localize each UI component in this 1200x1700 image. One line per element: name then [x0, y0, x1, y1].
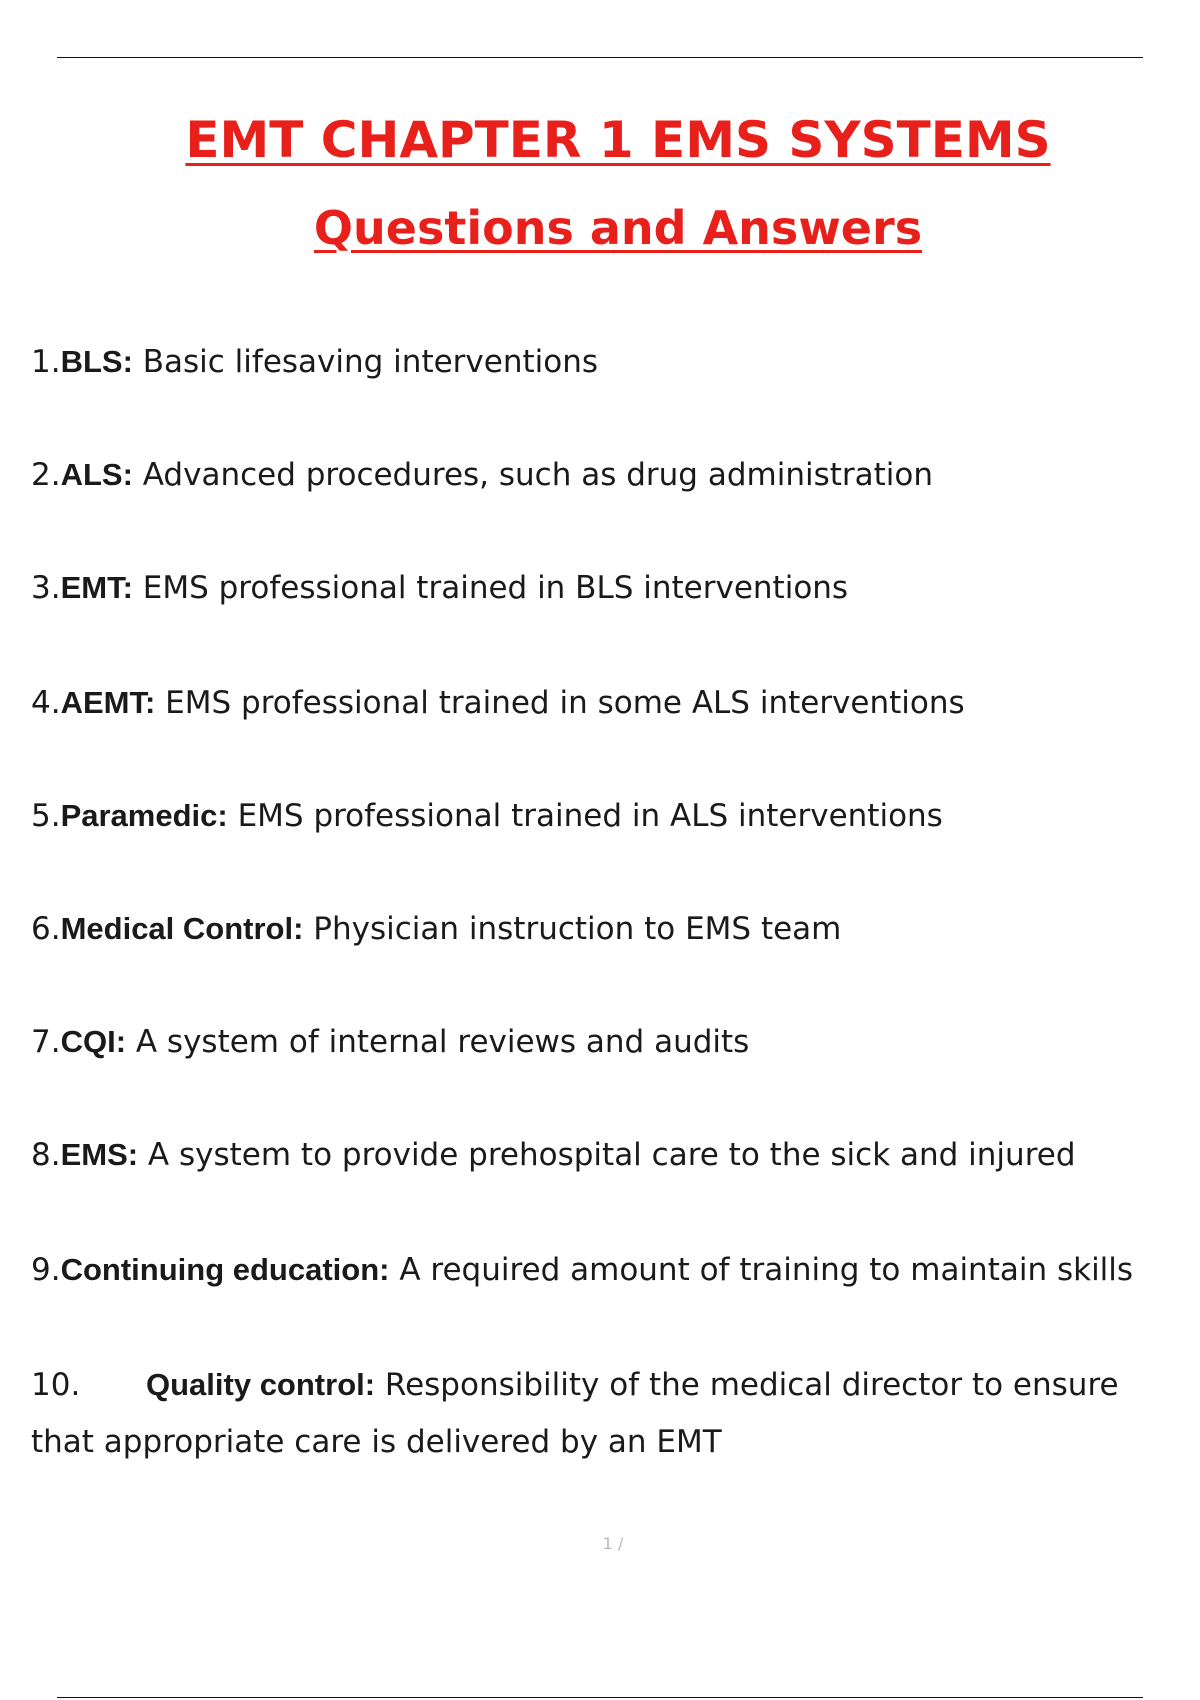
item-number: 5.	[31, 798, 61, 834]
qa-item-10	[31, 1356, 1171, 1471]
qa-item-5	[31, 796, 943, 836]
page-number: 1 /	[602, 1534, 624, 1553]
item-definition: Advanced procedures, such as drug administration	[132, 457, 934, 493]
item-number: 6.	[31, 911, 61, 947]
item-number: 8.	[31, 1137, 61, 1173]
top-rule	[57, 57, 1143, 58]
item-term: Paramedic:	[60, 798, 228, 833]
item-term: Continuing education:	[60, 1252, 390, 1287]
item-definition: A required amount of training to maintain skills	[389, 1252, 1134, 1288]
qa-item-1	[31, 342, 598, 382]
item-number: 7.	[31, 1024, 61, 1060]
qa-item-4	[31, 683, 965, 723]
item-term: EMT:	[60, 570, 133, 605]
item-term: ALS:	[60, 457, 133, 492]
item-definition: Physician instruction to EMS team	[303, 911, 842, 947]
item-term: EMS:	[60, 1137, 139, 1172]
item-term: CQI:	[60, 1024, 127, 1059]
item-definition: EMS professional trained in ALS interventions	[227, 798, 943, 834]
qa-item-8	[31, 1135, 1076, 1175]
document-subtitle: Questions and Answers	[313, 201, 923, 255]
item-number: 1.	[31, 344, 61, 380]
item-number: 9.	[31, 1252, 61, 1288]
item-number: 2.	[31, 457, 61, 493]
item-definition: A system of internal reviews and audits	[126, 1024, 750, 1060]
qa-item-9	[31, 1250, 1133, 1290]
item-term: BLS:	[60, 344, 133, 379]
qa-item-7	[31, 1022, 749, 1062]
item-definition: Basic lifesaving interventions	[132, 344, 599, 380]
item-definition: EMS professional trained in some ALS interventions	[155, 685, 965, 721]
bottom-rule	[57, 1697, 1143, 1698]
item-term: AEMT:	[60, 685, 156, 720]
item-number: 3.	[31, 570, 61, 606]
qa-item-2	[31, 455, 933, 495]
qa-item-3	[31, 568, 848, 608]
item-number: 4.	[31, 685, 61, 721]
item-number: 10.	[31, 1367, 81, 1403]
item-definition: EMS professional trained in BLS interventions	[132, 570, 849, 606]
item-term: Medical Control:	[60, 911, 304, 946]
document-title: EMT CHAPTER 1 EMS SYSTEMS	[185, 111, 1051, 169]
item-term: Quality control:	[146, 1367, 376, 1402]
qa-item-6	[31, 909, 841, 949]
item-definition: A system to provide prehospital care to the sick and injured	[138, 1137, 1076, 1173]
item-definition: Responsibility of the medical director to ensure that appropriate care is delivered by an EMT	[31, 1367, 1119, 1460]
